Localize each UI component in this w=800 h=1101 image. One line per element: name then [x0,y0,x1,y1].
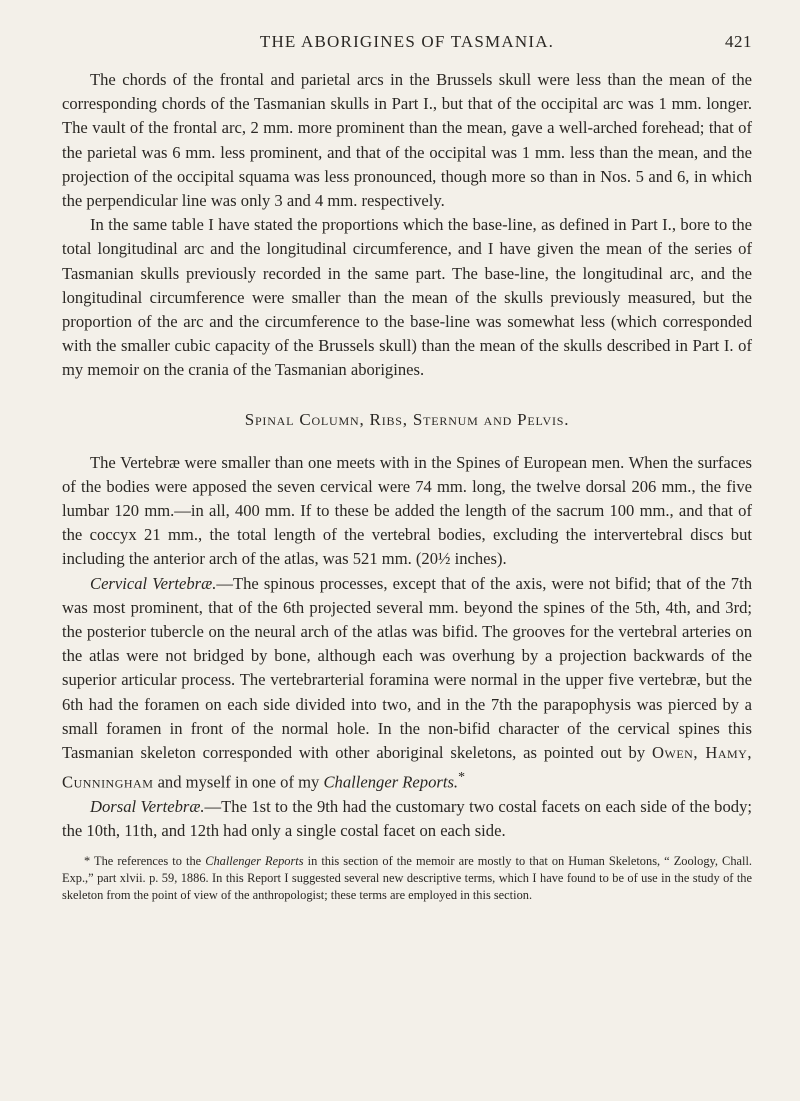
page [62,28,752,903]
cervical-text-a: —The spinous processes, except that of the axis, were not bifid; that of the 7th was most prominent, that of the 6th projected several mm. beyond the spines of the 5th, 4th, and 3rd; the posterior tubercle on the neural arch of the atlas was bifid. The grooves for the vertebral arteries on the atlas were not bridged by bone, although each was overhung by a projection backwards of the superior articular process. The vertebrarterial foramina were normal in the upper five vertebræ, but the 6th had the foramen on each side divided into two, and in the 7th the parapophysis was pierced by a small foramen in front of the normal hole. In the non-bifid character of the cervical spines this Tasmanian skeleton corresponded with other aboriginal skeletons, as pointed out by [62,573,752,763]
dorsal-text: —The 1st to the 9th had the customary two costal facets on each side of the body; the 10th, 11th, and 12th had only a single costal facet on each side. [62,797,752,841]
dorsal-subheading: Dorsal Vertebræ. [90,797,205,817]
authors-names: Owen, Hamy, Cunningham [62,743,752,792]
paragraph-frontal-parietal: The chords of the frontal and parietal arcs in the Brussels skull were less than the mean of the corresponding chords of the Tasmanian skulls in Part I., but that of the occipital arc was 1 mm. longer. The vault of the frontal arc, 2 mm. more prominent than the mean, gave a well-arched forehead; that of the parietal was 6 mm. less prominent, and that of the occipital was 1 mm. less than the mean, and the projection of the occipital squama was less pronounced, though more so than in Nos. 5 and 6, in which the perpendicular line was only 3 and 4 mm. respectively. [62,70,752,211]
body-text [62,68,752,843]
running-title: THE ABORIGINES OF TASMANIA. [259,32,555,51]
challenger-reports-ref: Challenger Reports. [323,772,459,792]
page-number: 421 [725,32,752,51]
footnote-challenger-ref: Challenger Reports [205,854,304,869]
paragraph-cervical [62,572,752,795]
paragraph-base-line: In the same table I have stated the proportions which the base-line, as defined in Part I., bore to the total longitudinal arc and the longitudinal circumference, and I have given the mean of the series of Tasmanian skulls previously recorded in the same part. The base-line, the longitudinal arc, and the longitudinal circumference were smaller than the mean of the skulls previously measured, but the proportion of the arc and the circumference to the base-line was somewhat less (which corresponded with the smaller cubic capacity of the Brussels skull) than the mean of the skulls described in Part I. of my memoir on the crania of the Tasmanian aborigines. [62,215,752,380]
footnote-text-a: The references to the [94,854,202,869]
footnote-text-b: in this section of the memoir are mostly to that on Human Skeletons, “ Zoology, Chall. Exp.,” part xlvii. p. 59, 1886. In this Report I suggested several new descriptive terms, which I have found to be of use in the study of the skeleton from the point of view of the anthropologist; these terms are employed in this section. [62,854,752,902]
paragraph-dorsal [62,795,752,843]
running-header [62,28,752,56]
footnote [62,853,752,903]
footnote-marker: * [458,769,465,785]
footnote-mark: * [84,854,91,869]
paragraph-vertebrae: The Vertebræ were smaller than one meets with in the Spines of European men. When the surfaces of the bodies were apposed the seven cervical were 74 mm. long, the twelve dorsal 206 mm., the five lumbar 120 mm.—in all, 400 mm. If to these be added the length of the sacrum 100 mm., and that of the coccyx 21 mm., the total length of the vertebral bodies, excluding the intervertebral discs but including the anterior arch of the atlas, was 521 mm. (20½ inches). [62,452,752,569]
section-heading: Spinal Column, Ribs, Sternum and Pelvis. [244,409,570,429]
cervical-subheading: Cervical Vertebræ. [90,573,217,593]
cervical-text-b: and myself in one of my [157,772,320,792]
